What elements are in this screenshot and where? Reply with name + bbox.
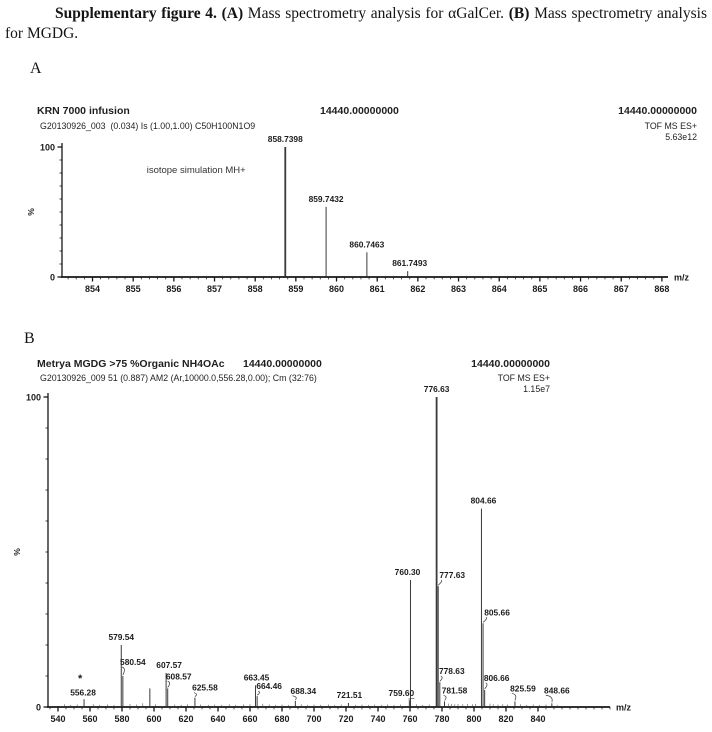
- y-tick-label: 0: [35, 702, 41, 713]
- peak-label: 760.30: [394, 566, 421, 577]
- axis-ticks: [40, 143, 669, 295]
- label-leader-line: [292, 696, 296, 700]
- x-tick-label: 855: [125, 284, 141, 294]
- spectrum-a-center-value: 14440.00000000: [320, 105, 399, 117]
- x-tick-label: 840: [530, 714, 546, 724]
- peak-label: 806.66: [483, 672, 510, 683]
- spectrum-a-title: KRN 7000 infusion: [37, 105, 130, 117]
- panel-a-letter: A: [30, 60, 42, 77]
- spectrum-a-subtitle: G20130926_003 (0.034) Is (1.00,1.00) C50H100N1O9: [40, 121, 256, 131]
- mass-spectrum-chart-a: [0, 100, 712, 315]
- x-tick-label: 800: [466, 714, 482, 724]
- x-axis-label: m/z: [674, 272, 690, 283]
- y-axis-label: %: [12, 548, 22, 556]
- label-leader-line: [194, 693, 197, 697]
- label-leader-line: [257, 691, 259, 695]
- peak-label: 608.57: [165, 671, 192, 682]
- peak-label: 580.54: [120, 657, 146, 667]
- peak-label: 848.66: [544, 685, 570, 696]
- spectrum-b-intensity: 1.15e7: [523, 384, 550, 394]
- caption-segment: Mass spectrometry analysis for αGalCer.: [243, 5, 509, 22]
- x-tick-label: 863: [451, 284, 467, 294]
- peak-label: 759.60: [388, 688, 415, 699]
- spectrum-b-title: Metrya MGDG >75 %Organic NH4OAc: [37, 358, 225, 370]
- spectrum-a-intensity: 5.63e12: [665, 132, 697, 142]
- peak-label: 663.45: [243, 672, 270, 683]
- caption-segment: (B): [508, 5, 530, 22]
- panel-b-letter: B: [24, 330, 35, 347]
- x-tick-label: 865: [532, 284, 548, 294]
- y-tick-label: 0: [49, 272, 55, 283]
- peak-labels: [147, 134, 428, 268]
- caption-segment: Supplementary figure 4.: [55, 5, 222, 22]
- caption-segment: Mass spectrometry analysis for MGDG.: [5, 5, 707, 43]
- caption-segment: (A): [221, 5, 244, 22]
- x-tick-label: 600: [146, 714, 162, 724]
- peak-label: 804.66: [470, 495, 497, 506]
- peak-label: 858.7398: [267, 134, 303, 144]
- spectrum-b-center-value: 14440.00000000: [243, 358, 322, 370]
- peak-label: 776.63: [423, 384, 450, 394]
- chart-annotation: *: [77, 673, 83, 686]
- x-tick-label: 862: [410, 284, 426, 294]
- label-leader-line: [512, 693, 516, 700]
- peak-label: 625.58: [192, 682, 218, 693]
- label-leader-line: [483, 617, 487, 622]
- spectrum-b-subtitle: G20130926_009 51 (0.887) AM2 (Ar,10000.0,556.28,0.00); Cm (32:76): [40, 373, 317, 383]
- x-tick-label: 864: [491, 284, 507, 294]
- x-tick-label: 857: [207, 284, 223, 294]
- spectrum-b-right-value: 14440.00000000: [471, 358, 550, 370]
- peak-label: 778.63: [438, 666, 465, 677]
- y-tick-label: 100: [25, 392, 41, 403]
- chart-annotation: isotope simulation MH+: [146, 165, 246, 176]
- peak-label: 861.7493: [392, 258, 428, 269]
- x-tick-label: 540: [50, 714, 66, 724]
- axes: [26, 143, 690, 283]
- x-tick-label: 859: [288, 284, 304, 294]
- x-tick-label: 640: [210, 714, 226, 724]
- peak-label: 825.59: [510, 683, 536, 694]
- x-tick-label: 860: [329, 284, 345, 294]
- x-tick-label: 620: [178, 714, 194, 724]
- peak-label: 777.63: [439, 570, 466, 581]
- y-tick-label: 100: [39, 142, 55, 153]
- x-tick-label: 820: [498, 714, 514, 724]
- peak-label: 556.28: [70, 687, 96, 698]
- label-leader-line: [444, 695, 447, 700]
- peak-label: 859.7432: [308, 193, 344, 204]
- x-tick-label: 854: [84, 284, 101, 294]
- label-leader-line: [485, 683, 487, 689]
- label-leader-line: [438, 580, 442, 585]
- y-axis-label: %: [26, 208, 36, 216]
- axis-ticks: [26, 393, 610, 725]
- peaks-group: [285, 147, 407, 277]
- label-leader-line: [440, 676, 442, 681]
- peak-labels: [70, 384, 570, 702]
- label-leader-line: [409, 698, 415, 699]
- peak-label: 688.34: [290, 685, 317, 696]
- spectrum-a-mode: TOF MS ES+: [644, 121, 697, 131]
- spectrum-a-right-value: 14440.00000000: [618, 105, 697, 117]
- x-axis-label: m/z: [616, 702, 632, 713]
- peak-label: 607.57: [156, 659, 182, 670]
- peak-label: 721.51: [336, 689, 363, 700]
- x-tick-label: 780: [434, 714, 450, 724]
- x-tick-label: 740: [370, 714, 386, 724]
- label-leader-line: [122, 667, 125, 675]
- label-leader-line: [168, 681, 170, 687]
- x-tick-label: 861: [369, 284, 385, 294]
- x-tick-label: 866: [573, 284, 589, 294]
- x-tick-label: 680: [274, 714, 290, 724]
- label-leader-line: [546, 695, 552, 702]
- x-tick-label: 760: [402, 714, 418, 724]
- axes: [12, 393, 632, 713]
- x-tick-label: 560: [82, 714, 98, 724]
- mass-spectrum-chart-b: [0, 352, 712, 732]
- peak-label: 664.46: [256, 681, 282, 692]
- x-tick-label: 867: [613, 284, 629, 294]
- peak-label: 781.58: [441, 685, 468, 696]
- x-tick-label: 660: [242, 714, 258, 724]
- x-tick-label: 858: [247, 284, 263, 294]
- x-tick-label: 856: [166, 284, 182, 294]
- figure-caption: [5, 4, 707, 45]
- x-tick-label: 868: [654, 284, 670, 294]
- spectrum-b-mode: TOF MS ES+: [497, 373, 550, 383]
- peak-label: 579.54: [108, 632, 135, 642]
- x-tick-label: 720: [338, 714, 354, 724]
- x-tick-label: 580: [114, 714, 130, 724]
- peak-label: 805.66: [484, 607, 510, 618]
- x-tick-label: 700: [306, 714, 322, 724]
- peak-label: 860.7463: [349, 239, 385, 250]
